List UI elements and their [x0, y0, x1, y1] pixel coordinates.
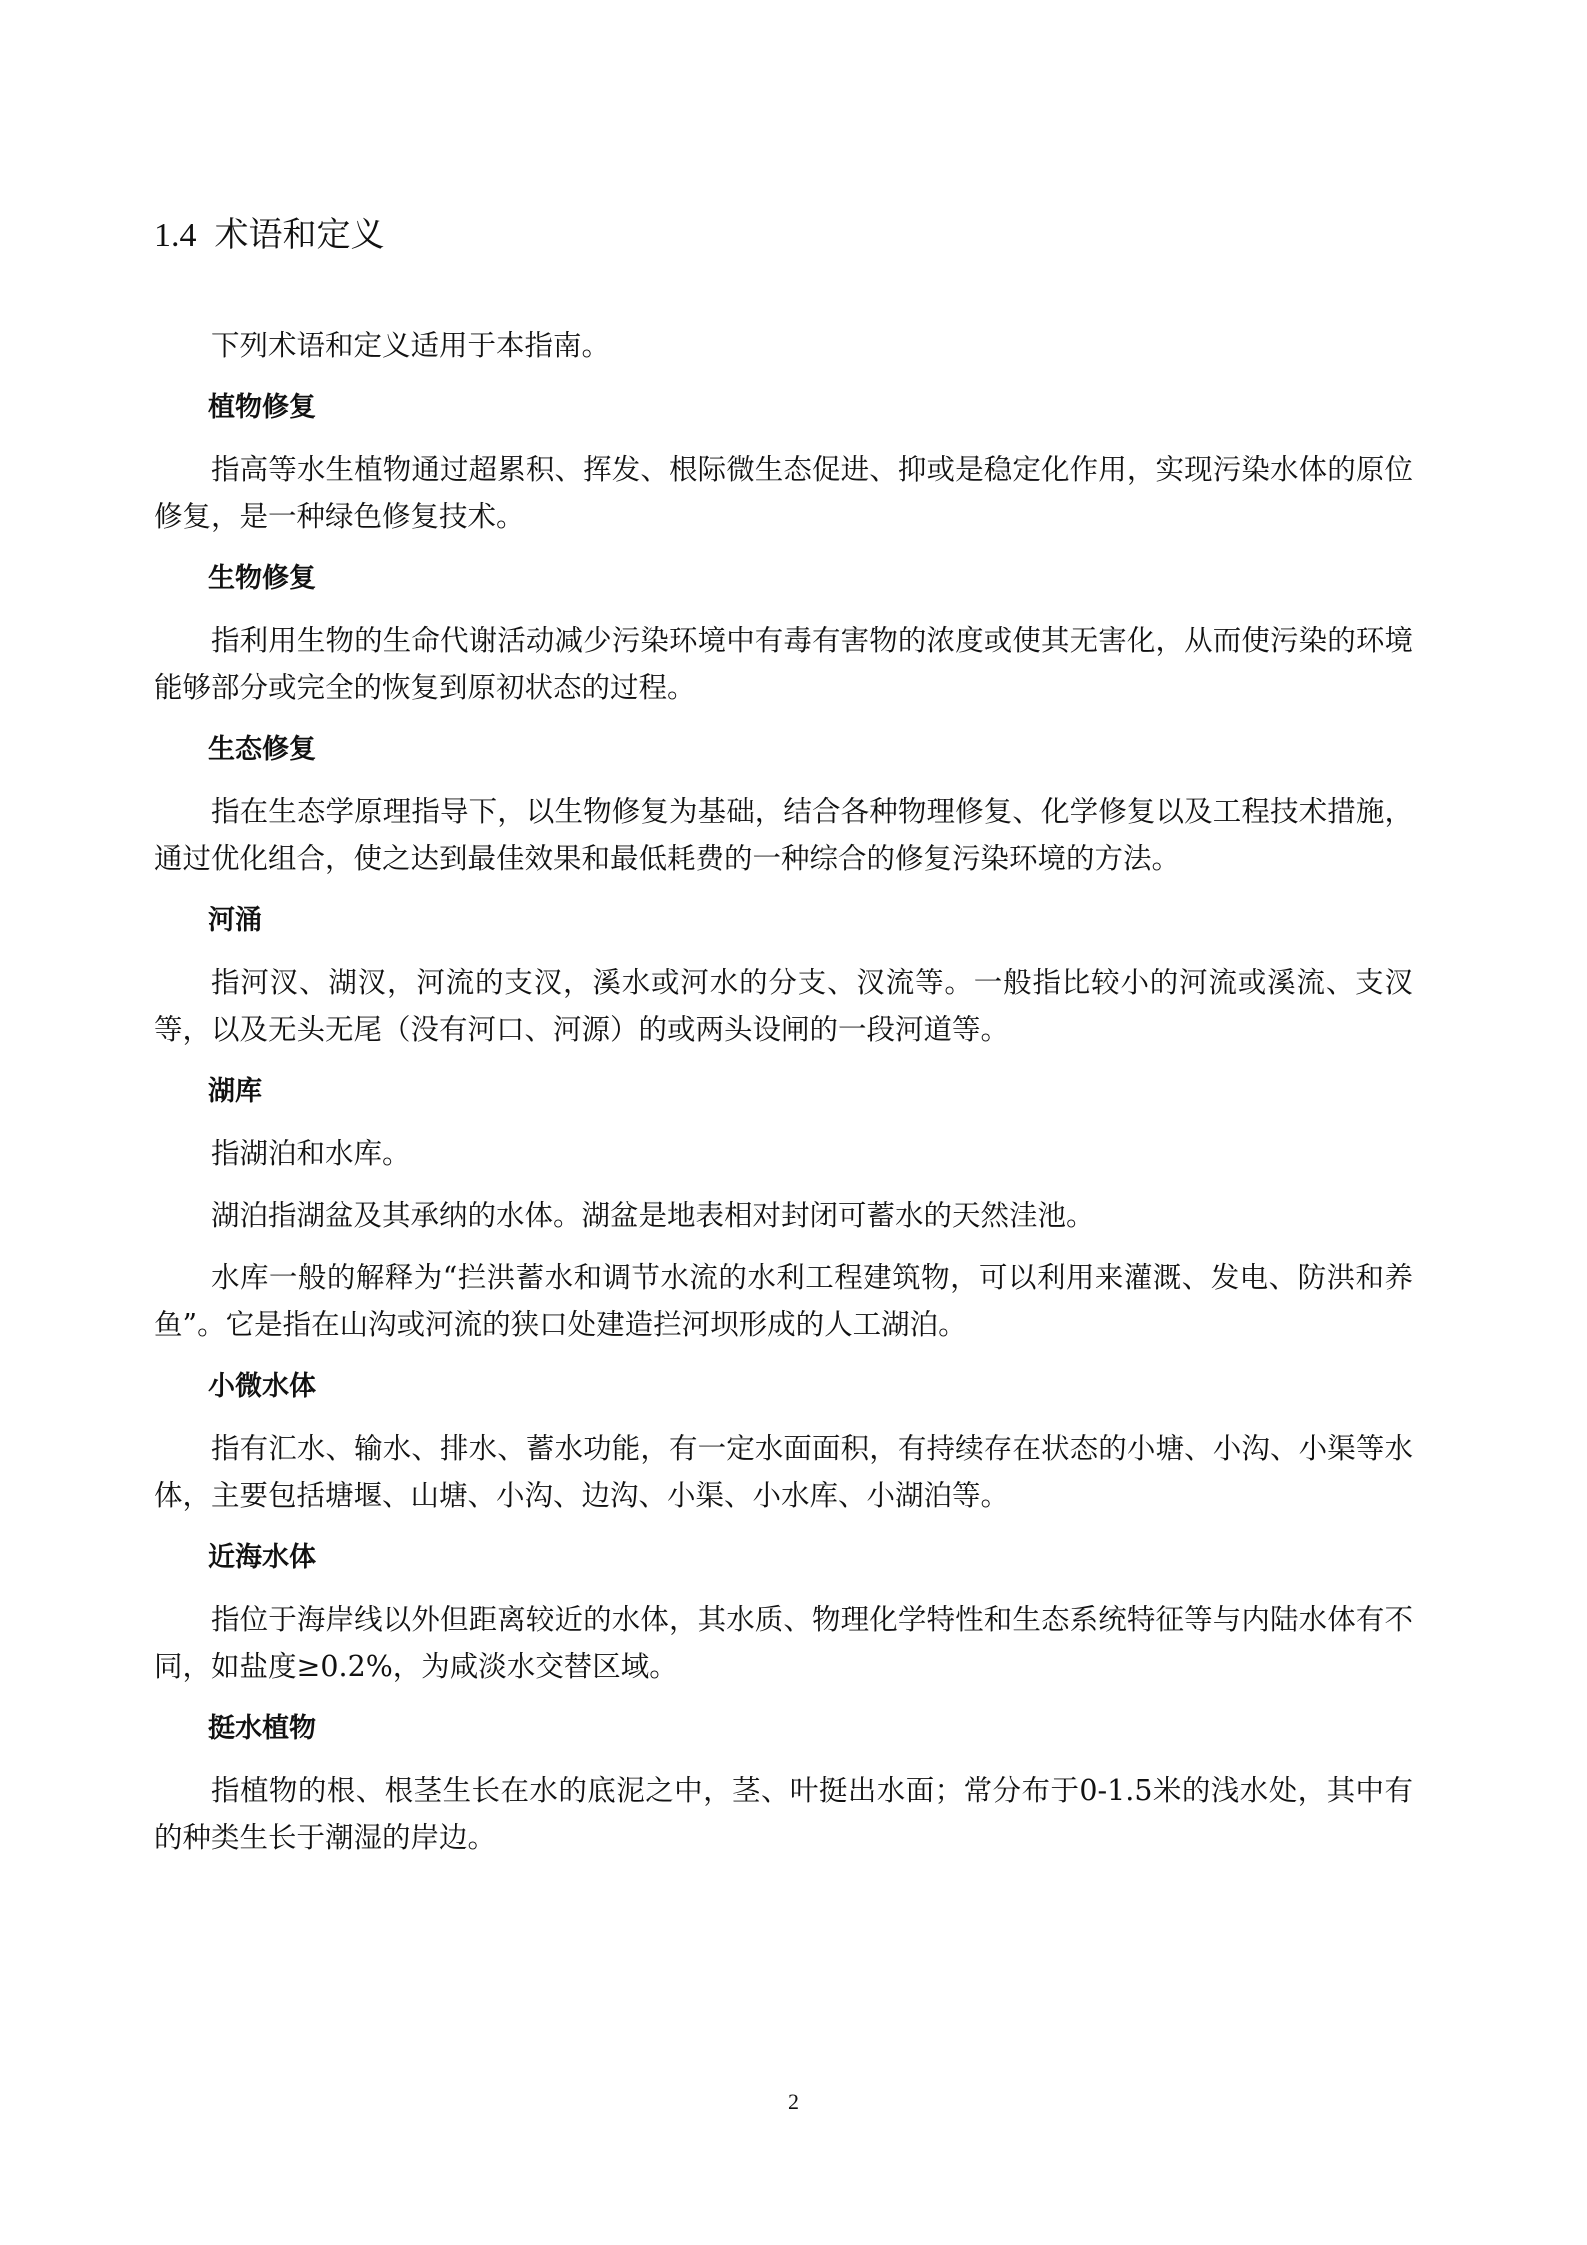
term-heading: 植物修复	[208, 392, 316, 423]
page-number: 2	[788, 2089, 799, 2114]
section-number: 1.4	[154, 217, 197, 254]
term-definition: 指有汇水、输水、排水、蓄水功能，有一定水面面积，有持续存在状态的小塘、小沟、小渠等水体，主要包括塘堰、山塘、小沟、边沟、小渠、小水库、小湖泊等。	[154, 1432, 1413, 1512]
term-definition: 指位于海岸线以外但距离较近的水体，其水质、物理化学特性和生态系统特征等与内陆水体有不同，如盐度≥0.2%，为咸淡水交替区域。	[154, 1603, 1413, 1683]
term-heading: 河涌	[208, 905, 262, 936]
term-definition: 指在生态学原理指导下，以生物修复为基础，结合各种物理修复、化学修复以及工程技术措施，通过优化组合，使之达到最佳效果和最低耗费的一种综合的修复污染环境的方法。	[154, 795, 1413, 875]
term-heading: 挺水植物	[208, 1713, 316, 1744]
term-heading: 生态修复	[208, 734, 316, 765]
term-definition: 湖泊指湖盆及其承纳的水体。湖盆是地表相对封闭可蓄水的天然洼池。	[211, 1199, 1095, 1232]
term-heading: 近海水体	[208, 1542, 316, 1573]
term-definition: 指高等水生植物通过超累积、挥发、根际微生态促进、抑或是稳定化作用，实现污染水体的原位修复，是一种绿色修复技术。	[154, 453, 1413, 533]
document-body	[154, 322, 1413, 1876]
term-heading: 小微水体	[208, 1371, 316, 1402]
term-heading: 湖库	[208, 1076, 262, 1107]
term-definition: 指利用生物的生命代谢活动减少污染环境中有毒有害物的浓度或使其无害化，从而使污染的环境能够部分或完全的恢复到原初状态的过程。	[154, 624, 1413, 704]
intro-paragraph: 下列术语和定义适用于本指南。	[211, 329, 611, 362]
term-definition: 指植物的根、根茎生长在水的底泥之中，茎、叶挺出水面；常分布于0-1.5米的浅水处，其中有的种类生长于潮湿的岸边。	[154, 1774, 1413, 1854]
term-definition: 指湖泊和水库。	[211, 1137, 411, 1170]
section-title: 术语和定义	[214, 215, 385, 255]
term-definition: 指河汊、湖汊，河流的支汊，溪水或河水的分支、汊流等。一般指比较小的河流或溪流、支汊等，以及无头无尾（没有河口、河源）的或两头设闸的一段河道等。	[154, 966, 1413, 1046]
section-heading	[154, 210, 385, 261]
term-heading: 生物修复	[208, 563, 316, 594]
term-definition: 水库一般的解释为“拦洪蓄水和调节水流的水利工程建筑物，可以利用来灌溉、发电、防洪和养鱼”。它是指在山沟或河流的狭口处建造拦河坝形成的人工湖泊。	[154, 1261, 1413, 1341]
